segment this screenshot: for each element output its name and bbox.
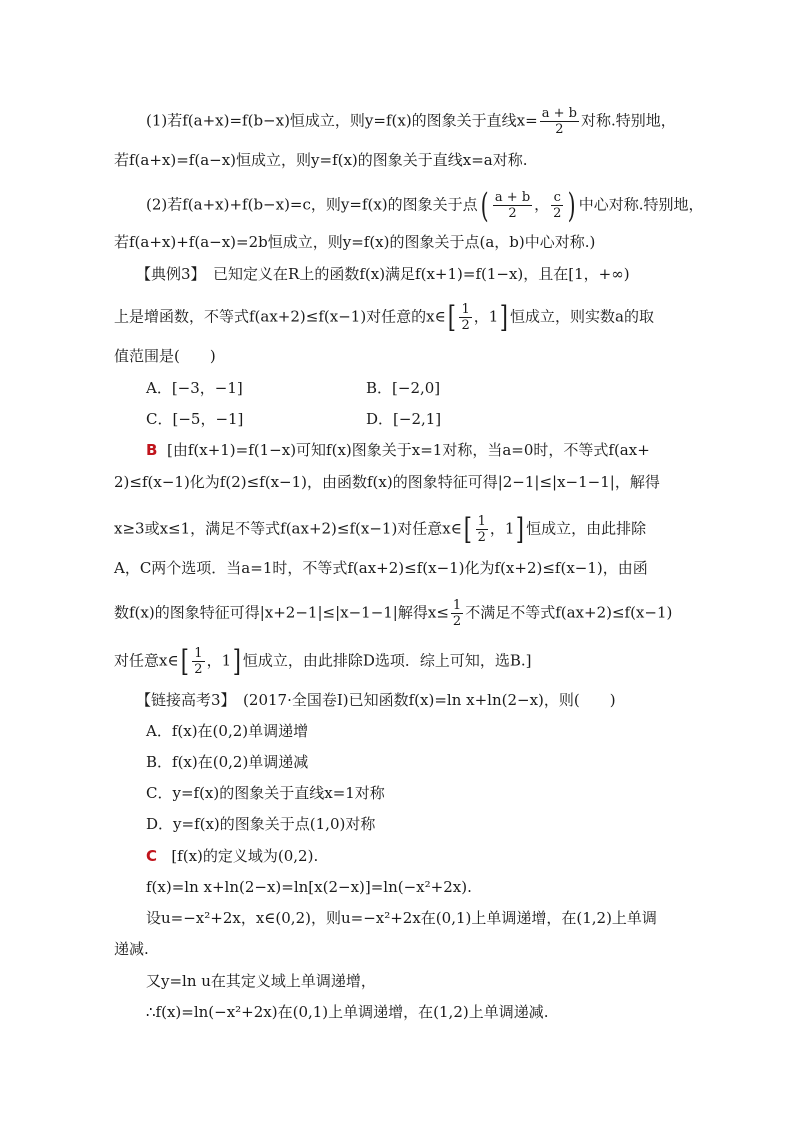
right-paren: ) bbox=[568, 185, 577, 226]
example3-stem-2c: 恒成立，则实数a的取 bbox=[510, 307, 654, 326]
solution4-text-5: 又y=ln u在其定义域上单调递增， bbox=[146, 972, 376, 990]
solution4-line2 bbox=[146, 877, 472, 897]
fraction-denominator: 2 bbox=[553, 206, 562, 221]
fraction-denominator: 2 bbox=[461, 318, 470, 333]
option-a: A．[−3，−1] bbox=[146, 379, 243, 397]
solution4-line3 bbox=[146, 908, 657, 928]
rule1-special-case: 若f(a+x)=f(a−x)恒成立，则y=f(x)的图象关于直线x=a对称. bbox=[114, 151, 528, 169]
solution3-text-1: [由f(x+1)=f(1−x)可知f(x)图象关于x=1对称，当a=0时，不等式f(ax+ bbox=[166, 441, 650, 459]
link3-option-d bbox=[146, 814, 375, 834]
solution3-text-5a: 数f(x)的图象特征可得|x+2−1|≤|x−1−1|解得x≤ bbox=[114, 603, 449, 622]
solution4-text-4: 递减. bbox=[114, 940, 149, 958]
solution4-line6 bbox=[146, 1002, 549, 1022]
answer-letter: B bbox=[146, 441, 158, 459]
option-a: A．f(x)在(0,2)单调递增 bbox=[146, 722, 309, 740]
solution3-line1 bbox=[146, 440, 650, 460]
fraction-numerator: 1 bbox=[461, 302, 470, 317]
right-bracket: ] bbox=[232, 643, 242, 679]
fraction-denominator: 2 bbox=[194, 662, 203, 677]
solution3-text-3c: 恒成立，由此排除 bbox=[526, 519, 647, 538]
solution3-line3 bbox=[114, 511, 647, 547]
example3-fraction bbox=[459, 302, 471, 333]
comma: ， bbox=[534, 195, 550, 214]
rule2-text-b: 中心对称.特别地， bbox=[578, 195, 704, 214]
example3-line2 bbox=[114, 299, 654, 335]
fraction-numerator: 1 bbox=[452, 598, 462, 613]
fraction-numerator: a + b bbox=[494, 190, 531, 205]
example3-line3 bbox=[114, 346, 216, 366]
solution3-text-5b: 不满足不等式f(ax+2)≤f(x−1) bbox=[465, 603, 673, 622]
solution3-text-6a: 对任意x∈ bbox=[114, 651, 179, 670]
link3-line1 bbox=[136, 690, 616, 710]
example3-option-a bbox=[146, 378, 243, 398]
example3-line1 bbox=[136, 264, 630, 284]
fraction-denominator: 2 bbox=[508, 206, 517, 221]
rule2-special-case: 若f(a+x)+f(a−x)=2b恒成立，则y=f(x)的图象关于点(a，b)中心对称.) bbox=[114, 233, 596, 251]
solution3-text-2: 2)≤f(x−1)化为f(2)≤f(x−1)，由函数f(x)的图象特征可得|2−1|≤|x−1−1|，解得 bbox=[114, 473, 660, 491]
interval-end: ，1 bbox=[206, 651, 232, 670]
fraction-denominator: 2 bbox=[555, 122, 564, 137]
rule1-text-a: (1)若f(a+x)=f(b−x)恒成立，则y=f(x)的图象关于直线x= bbox=[146, 111, 538, 130]
fraction-numerator: 1 bbox=[477, 514, 486, 529]
link3-stem: 【链接高考3】 (2017·全国卷Ⅰ)已知函数f(x)=ln x+ln(2−x)，则( ) bbox=[136, 691, 616, 709]
rule1-line2 bbox=[114, 150, 528, 170]
example3-option-c bbox=[146, 409, 243, 429]
solution3-line6 bbox=[114, 643, 532, 679]
solution4-text-3: 设u=−x²+2x，x∈(0,2)，则u=−x²+2x在(0,1)上单调递增，在(1,2)上单调 bbox=[146, 909, 657, 927]
solution4-line1 bbox=[146, 846, 318, 866]
link3-option-a bbox=[146, 721, 308, 741]
right-bracket: ] bbox=[516, 511, 525, 547]
fraction-denominator: 2 bbox=[477, 530, 486, 545]
option-d: D．y=f(x)的图象关于点(1,0)对称 bbox=[146, 815, 376, 833]
rule2-line2 bbox=[114, 232, 595, 252]
solution3-line4 bbox=[114, 558, 648, 578]
rule2-fraction-2 bbox=[551, 190, 563, 221]
example3-option-b bbox=[366, 378, 440, 398]
interval-end: ，1 bbox=[473, 307, 499, 326]
solution4-text-6: ∴f(x)=ln(−x²+2x)在(0,1)上单调递增，在(1,2)上单调递减. bbox=[146, 1003, 549, 1021]
option-b: B．f(x)在(0,2)单调递减 bbox=[146, 753, 309, 771]
fraction-denominator: 2 bbox=[452, 614, 462, 629]
option-b: B．[−2,0] bbox=[366, 379, 441, 397]
link3-option-b bbox=[146, 752, 308, 772]
left-bracket: [ bbox=[463, 511, 472, 547]
left-bracket: [ bbox=[180, 643, 189, 679]
rule2-line1 bbox=[146, 185, 704, 226]
solution3-text-6c: 恒成立，由此排除D选项．综上可知，选B.] bbox=[242, 651, 532, 670]
solution3-text-3a: x≥3或x≤1，满足不等式f(ax+2)≤f(x−1)对任意x∈ bbox=[114, 519, 462, 538]
option-c: C．[−5，−1] bbox=[146, 410, 244, 428]
solution4-line5 bbox=[146, 971, 376, 991]
option-c: C．y=f(x)的图象关于直线x=1对称 bbox=[146, 784, 385, 802]
solution3-fraction-2 bbox=[451, 598, 463, 629]
rule2-text-a: (2)若f(a+x)+f(b−x)=c，则y=f(x)的图象关于点 bbox=[146, 195, 478, 214]
fraction-numerator: a + b bbox=[541, 106, 577, 121]
rule1-text-b: 对称.特别地， bbox=[580, 111, 676, 130]
rule1-line1 bbox=[146, 106, 676, 137]
example3-stem-1: 【典例3】 已知定义在R上的函数f(x)满足f(x+1)=f(1−x)，且在[1，+∞) bbox=[136, 265, 630, 283]
solution3-fraction-1 bbox=[476, 514, 488, 545]
option-d: D．[−2,1] bbox=[366, 410, 442, 428]
right-bracket: ] bbox=[500, 299, 509, 335]
solution3-text-4: A，C两个选项．当a=1时，不等式f(ax+2)≤f(x−1)化为f(x+2)≤f(x−1)，由函 bbox=[114, 559, 648, 577]
left-bracket: [ bbox=[447, 299, 456, 335]
example3-option-d bbox=[366, 409, 441, 429]
answer-letter: C bbox=[146, 847, 158, 865]
fraction-numerator: 1 bbox=[194, 646, 203, 661]
rule1-fraction bbox=[540, 106, 579, 137]
interval-end: ，1 bbox=[489, 519, 515, 538]
solution3-line5 bbox=[114, 598, 672, 629]
fraction-numerator: c bbox=[551, 190, 563, 206]
left-paren: ( bbox=[480, 185, 489, 226]
solution3-fraction-3 bbox=[192, 646, 204, 677]
link3-option-c bbox=[146, 783, 385, 803]
rule2-fraction-1 bbox=[493, 190, 532, 221]
example3-stem-2a: 上是增函数，不等式f(ax+2)≤f(x−1)对任意的x∈ bbox=[114, 307, 446, 326]
example3-stem-3: 值范围是( ) bbox=[114, 347, 216, 365]
solution3-line2 bbox=[114, 472, 660, 492]
solution4-text-1: [f(x)的定义域为(0,2). bbox=[171, 847, 319, 865]
solution4-text-2: f(x)=ln x+ln(2−x)=ln[x(2−x)]=ln(−x²+2x). bbox=[146, 878, 472, 896]
solution4-line4 bbox=[114, 939, 149, 959]
